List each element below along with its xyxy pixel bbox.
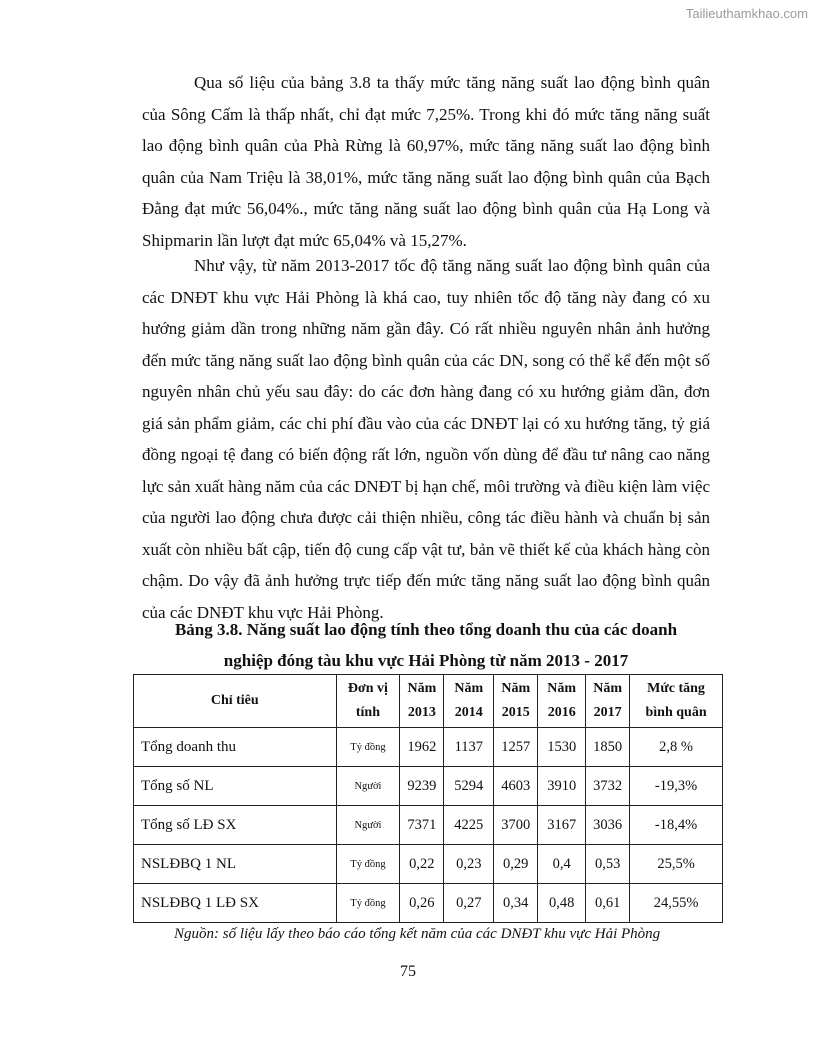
cell-2017: 3036 (586, 806, 630, 845)
header-year-2013: Năm 2013 (400, 675, 444, 728)
cell-2016: 0,4 (538, 845, 586, 884)
cell-growth: -18,4% (630, 806, 723, 845)
table-row (134, 767, 723, 806)
cell-2013: 1962 (400, 728, 444, 767)
cell-2014: 5294 (444, 767, 494, 806)
cell-2014: 0,23 (444, 845, 494, 884)
cell-2016: 1530 (538, 728, 586, 767)
cell-2017: 3732 (586, 767, 630, 806)
table-header-row (134, 675, 723, 728)
cell-2013: 9239 (400, 767, 444, 806)
cell-2013: 0,26 (400, 884, 444, 923)
cell-2017: 0,61 (586, 884, 630, 923)
table-row (134, 884, 723, 923)
header-unit: Đơn vị tính (336, 675, 400, 728)
cell-2016: 3910 (538, 767, 586, 806)
cell-2014: 0,27 (444, 884, 494, 923)
cell-growth: 2,8 % (630, 728, 723, 767)
header-year-2015: Năm 2015 (494, 675, 538, 728)
row-label: NSLĐBQ 1 LĐ SX (134, 884, 337, 923)
header-growth: Mức tăng bình quân (630, 675, 723, 728)
row-unit: Tỷ đồng (336, 728, 400, 767)
productivity-table (133, 674, 723, 923)
header-indicator: Chỉ tiêu (134, 675, 337, 728)
cell-2017: 1850 (586, 728, 630, 767)
cell-growth: -19,3% (630, 767, 723, 806)
table-row (134, 728, 723, 767)
cell-2014: 1137 (444, 728, 494, 767)
table-row (134, 806, 723, 845)
cell-2015: 3700 (494, 806, 538, 845)
cell-2017: 0,53 (586, 845, 630, 884)
row-label: Tổng số LĐ SX (134, 806, 337, 845)
cell-2016: 0,48 (538, 884, 586, 923)
header-year-2016: Năm 2016 (538, 675, 586, 728)
table-caption-line-1: Bảng 3.8. Năng suất lao động tính theo tổng doanh thu của các doanh (174, 620, 678, 639)
watermark: Tailieuthamkhao.com (685, 6, 808, 21)
table-caption (130, 614, 722, 676)
cell-2013: 0,22 (400, 845, 444, 884)
cell-2015: 1257 (494, 728, 538, 767)
row-unit: Tỷ đồng (336, 884, 400, 923)
header-year-2014: Năm 2014 (444, 675, 494, 728)
row-unit: Người (336, 767, 400, 806)
row-unit: Người (336, 806, 400, 845)
row-label: Tổng số NL (134, 767, 337, 806)
cell-2014: 4225 (444, 806, 494, 845)
page-number: 75 (400, 963, 416, 980)
cell-growth: 24,55% (630, 884, 723, 923)
cell-2016: 3167 (538, 806, 586, 845)
row-label: NSLĐBQ 1 NL (134, 845, 337, 884)
row-label: Tổng doanh thu (134, 728, 337, 767)
header-year-2017: Năm 2017 (586, 675, 630, 728)
cell-2015: 0,34 (494, 884, 538, 923)
body-paragraph-1: Qua số liệu của bảng 3.8 ta thấy mức tăng năng suất lao động bình quân của Sông Cấm là thấp nhất, chỉ đạt mức 7,25%. Trong khi đó mức tăng năng suất lao động bình quân của Phà Rừng là 60,97%, mức tăng năng suất lao động bình quân của Nam Triệu là 38,01%, mức tăng năng suất lao động bình quân của Bạch Đằng đạt mức 56,04%., mức tăng năng suất lao động bình quân của Hạ Long và Shipmarin lần lượt đạt mức 65,04% và 15,27%. (142, 73, 710, 250)
row-unit: Tỷ đồng (336, 845, 400, 884)
cell-2013: 7371 (400, 806, 444, 845)
body-paragraph-2: Như vậy, từ năm 2013-2017 tốc độ tăng năng suất lao động bình quân của các DNĐT khu vực Hải Phòng là khá cao, tuy nhiên tốc độ tăng này đang có xu hướng giảm dần trong những năm gần đây. Có rất nhiều nguyên nhân ảnh hưởng đến mức tăng năng suất lao động bình quân của các DN, song có thể kể đến một số nguyên nhân chủ yếu sau đây: do các đơn hàng đang có xu hướng giảm dần, đơn giá sản phẩm giảm, các chi phí đầu vào của các DNĐT lại có xu hướng tăng, tỷ giá đồng ngoại tệ đang có biến động rất lớn, nguồn vốn dùng để đầu tư nâng cao năng lực sản xuất hàng năm của các DNĐT bị hạn chế, môi trường và điều kiện làm việc của người lao động chưa được cải thiện nhiều, công tác điều hành và chuẩn bị sản xuất còn nhiều bất cập, tiến độ cung cấp vật tư, bản vẽ thiết kế của khách hàng còn chậm. Do vậy đã ảnh hưởng trực tiếp đến mức tăng năng suất lao động bình quân của các DNĐT khu vực Hải Phòng. (142, 256, 710, 622)
table-caption-line-2: nghiệp đóng tàu khu vực Hải Phòng từ năm 2013 - 2017 (223, 651, 629, 670)
cell-2015: 4603 (494, 767, 538, 806)
cell-growth: 25,5% (630, 845, 723, 884)
table-source-note: Nguồn: số liệu lấy theo báo cáo tổng kết năm của các DNĐT khu vực Hải Phòng (174, 926, 661, 942)
cell-2015: 0,29 (494, 845, 538, 884)
table-row (134, 845, 723, 884)
